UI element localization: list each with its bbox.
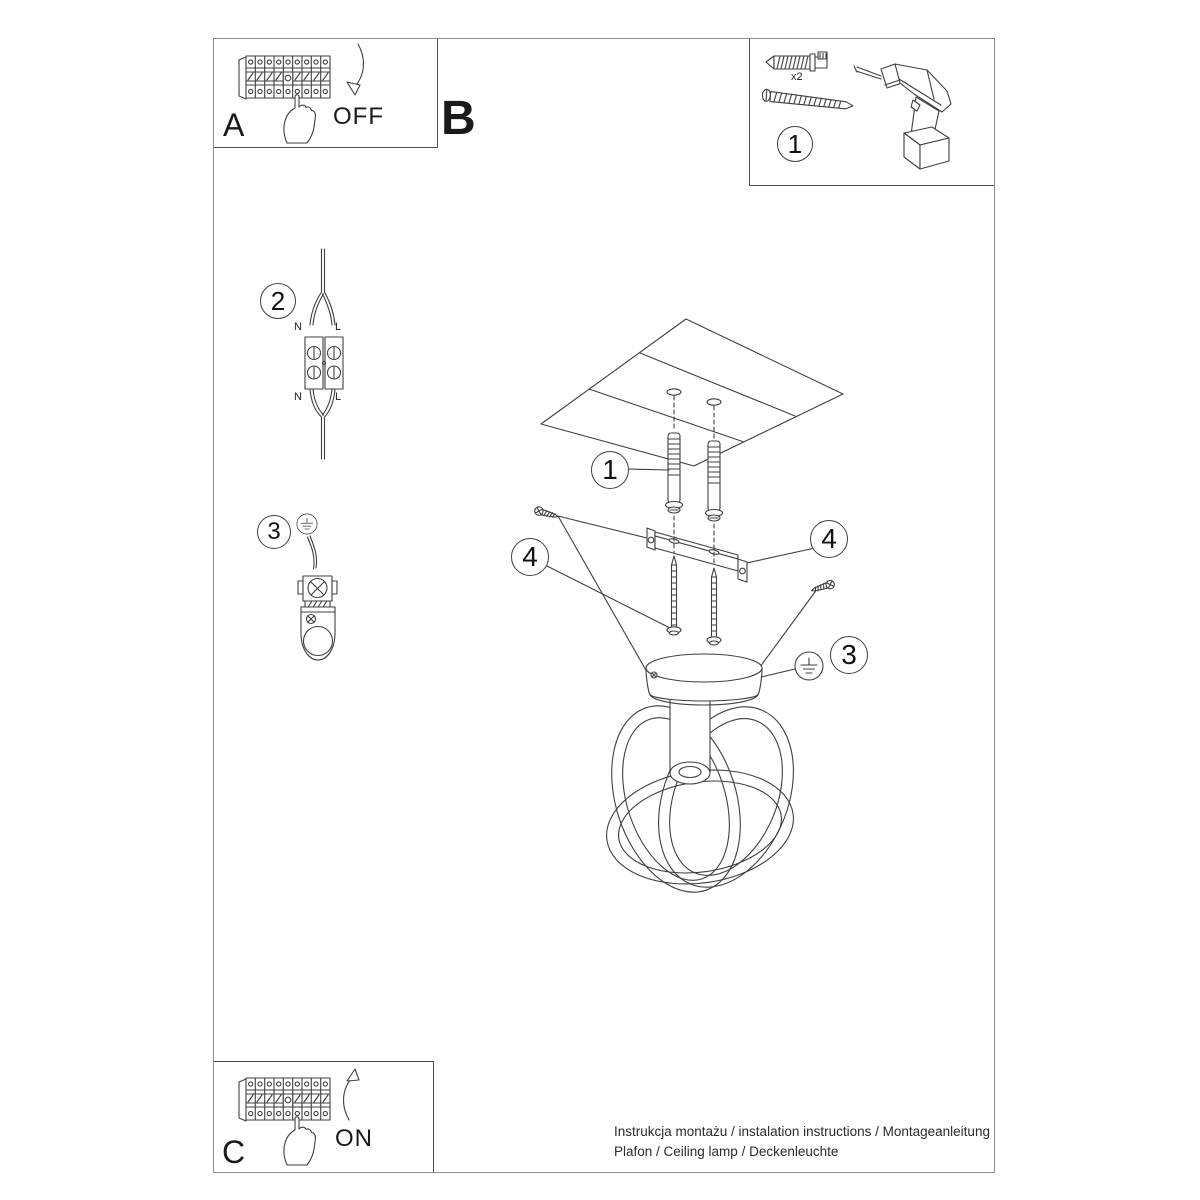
callout-parts-1: 1 xyxy=(777,126,813,162)
off-label: OFF xyxy=(333,103,384,130)
callout-ground-3: 3 xyxy=(257,515,291,549)
canopy-illustration xyxy=(646,654,762,705)
arrow-down-icon xyxy=(347,44,363,95)
ceiling-panel-illustration xyxy=(541,319,843,466)
earth-ground-symbol-icon xyxy=(297,514,317,534)
terminal-block-illustration xyxy=(305,249,343,459)
earth-ground-symbol-icon xyxy=(795,652,823,680)
instruction-sheet xyxy=(213,38,995,1173)
wire-label-n-top: N xyxy=(294,321,302,333)
wall-plug-anchor-right xyxy=(706,441,723,521)
power-drill-icon xyxy=(854,64,951,169)
mounting-bracket-illustration xyxy=(647,528,747,582)
callout-assembly-screws-right-4: 4 xyxy=(810,520,848,558)
wire-label-l-bottom: L xyxy=(335,391,342,403)
pointing-hand-icon xyxy=(284,95,316,143)
line-art-layer xyxy=(214,39,994,1172)
pointing-hand-icon xyxy=(284,1117,316,1165)
circuit-breaker-icon xyxy=(239,1078,330,1121)
callout-assembly-anchors-1: 1 xyxy=(591,451,629,489)
wall-plug-icon xyxy=(766,52,827,71)
step-b-label: B xyxy=(441,92,476,145)
callout-assembly-screws-left-4: 4 xyxy=(511,538,549,576)
anchor-quantity-label: x2 xyxy=(791,71,803,83)
wire-label-n-bottom: N xyxy=(294,391,302,403)
footer-line-1: Instrukcja montażu / instalation instructions / Montageanleitung xyxy=(614,1124,990,1139)
long-screw-left xyxy=(667,556,681,635)
step-c-label: C xyxy=(222,1134,246,1170)
step-a-label: A xyxy=(223,107,245,143)
wire-label-l-top: L xyxy=(335,321,342,333)
mounting-screw-icon xyxy=(762,89,854,109)
small-screw-left-icon xyxy=(534,506,559,521)
wall-plug-anchor-left xyxy=(666,433,683,513)
callout-assembly-ground-3: 3 xyxy=(830,636,868,674)
footer-line-2: Plafon / Ceiling lamp / Deckenleuchte xyxy=(614,1144,839,1159)
lamp-holder-illustration xyxy=(298,536,337,660)
on-label: ON xyxy=(335,1125,373,1152)
footer-caption xyxy=(614,1122,990,1162)
long-screw-right xyxy=(707,568,721,645)
circuit-breaker-icon xyxy=(239,56,330,99)
callout-wiring-2: 2 xyxy=(260,283,296,319)
arrow-up-icon xyxy=(344,1069,359,1120)
